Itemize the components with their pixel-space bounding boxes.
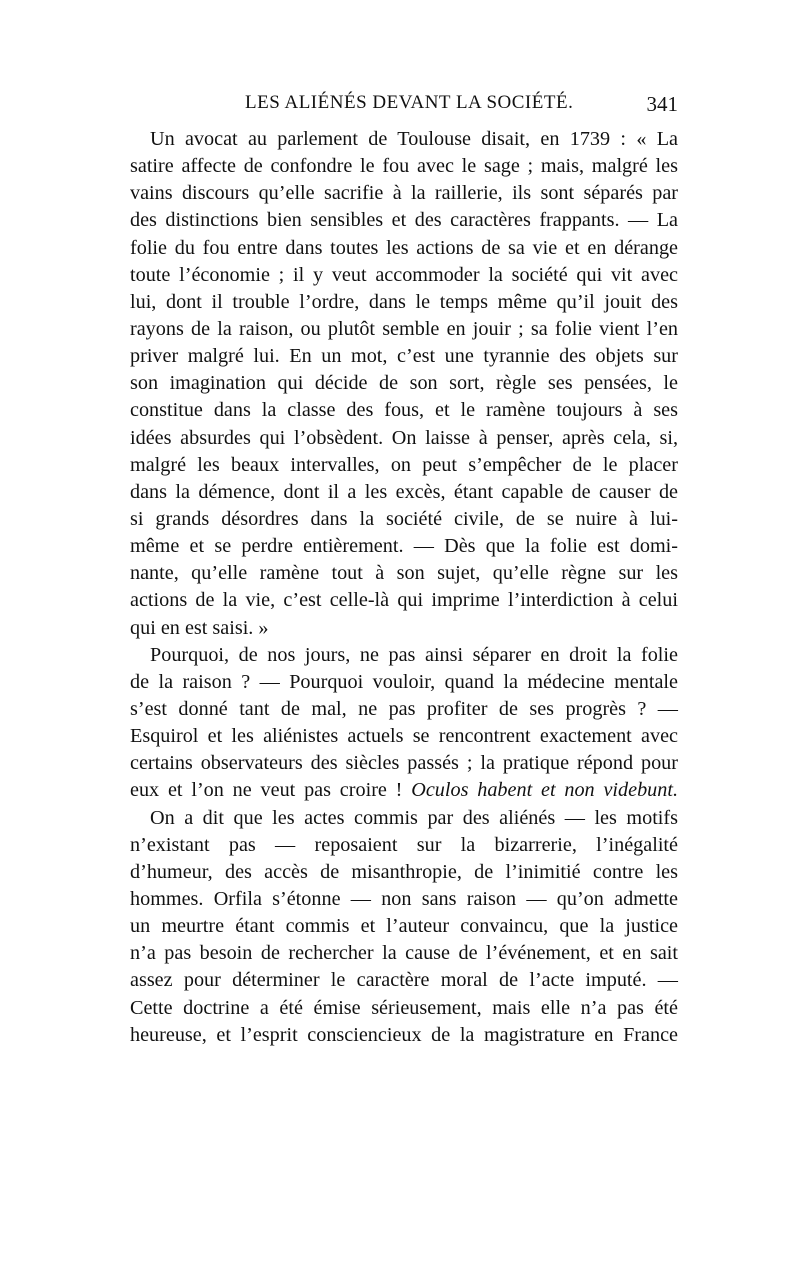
text-line: rayons de la raison, ou plutôt semble en jouir ; sa folie vient l’en — [130, 317, 678, 340]
text-line: actions de la vie, c’est celle-là qui imprime l’interdiction à celui — [130, 589, 678, 612]
paragraph-3 — [130, 805, 678, 1049]
text-line: malgré les beaux intervalles, on peut s’empêcher de le placer — [130, 453, 678, 476]
text-line: toute l’économie ; il y veut accommoder la société qui vit avec — [130, 263, 678, 286]
text-line: constitue dans la classe des fous, et le ramène toujours à ses — [130, 399, 678, 422]
text-line: assez pour déterminer le caractère moral de l’acte imputé. — — [130, 969, 678, 992]
text-line: priver malgré lui. En un mot, c’est une tyrannie des objets sur — [130, 345, 678, 368]
text-line: idées absurdes qui l’obsèdent. On laisse à penser, après cela, si, — [130, 426, 678, 449]
text-run: eux et l’on ne veut pas croire ! — [130, 779, 403, 802]
text-line: Pourquoi, de nos jours, ne pas ainsi séparer en droit la folie — [150, 643, 678, 666]
page-number: 341 — [646, 92, 678, 116]
text-line: si grands désordres dans la société civile, de se nuire à lui- — [130, 507, 678, 530]
text-line: même et se perdre entièrement. — Dès que la folie est domi- — [130, 535, 678, 558]
text-line: On a dit que les actes commis par des aliénés — les motifs — [150, 806, 678, 829]
running-head — [130, 92, 678, 122]
text-line: Un avocat au parlement de Toulouse disait, en 1739 : « La — [150, 128, 678, 150]
text-line: satire affecte de confondre le fou avec le sage ; mais, malgré les — [130, 155, 678, 178]
text-line: des distinctions bien sensibles et des caractères frappants. — La — [130, 209, 678, 232]
text-line-mixed — [130, 777, 678, 804]
text-line: vains discours qu’elle sacrifie à la raillerie, ils sont séparés par — [130, 182, 678, 205]
text-line: n’existant pas — reposaient sur la bizarrerie, l’inégalité — [130, 833, 678, 856]
text-line: dans la démence, dont il a les excès, étant capable de causer de — [130, 480, 678, 503]
text-line: un meurtre étant commis et l’auteur convaincu, que la justice — [130, 915, 678, 938]
text-line: n’a pas besoin de rechercher la cause de l’événement, et en sait — [130, 942, 678, 965]
text-line: de la raison ? — Pourquoi vouloir, quand la médecine mentale — [130, 670, 678, 693]
latin-quote: Oculos habent et non videbunt. — [411, 779, 679, 802]
text-line: Esquirol et les aliénistes actuels se rencontrent exactement avec — [130, 725, 678, 748]
running-title: LES ALIÉNÉS DEVANT LA SOCIÉTÉ. — [245, 92, 574, 113]
text-line: certains observateurs des siècles passés ; la pratique répond pour — [130, 752, 678, 775]
paragraph-1 — [130, 126, 678, 642]
text-line: nante, qu’elle ramène tout à son sujet, qu’elle règne sur les — [130, 562, 678, 585]
text-line: son imagination qui décide de son sort, règle ses pensées, le — [130, 372, 678, 395]
text-line: qui en est saisi. » — [130, 616, 269, 639]
text-line: d’humeur, des accès de misanthropie, de l’inimitié contre les — [130, 860, 678, 883]
paragraph-2 — [130, 642, 678, 805]
text-line: lui, dont il trouble l’ordre, dans le temps même qu’il jouit des — [130, 290, 678, 313]
text-line: heureuse, et l’esprit consciencieux de la magistrature en France — [130, 1023, 678, 1046]
text-line: folie du fou entre dans toutes les actions de sa vie et en dérange — [130, 236, 678, 259]
text-line: hommes. Orfila s’étonne — non sans raison — qu’on admette — [130, 887, 678, 910]
text-line: Cette doctrine a été émise sérieusement, mais elle n’a pas été — [130, 996, 678, 1019]
body-text — [130, 126, 678, 1049]
text-line: s’est donné tant de mal, ne pas profiter de ses progrès ? — — [130, 697, 678, 720]
